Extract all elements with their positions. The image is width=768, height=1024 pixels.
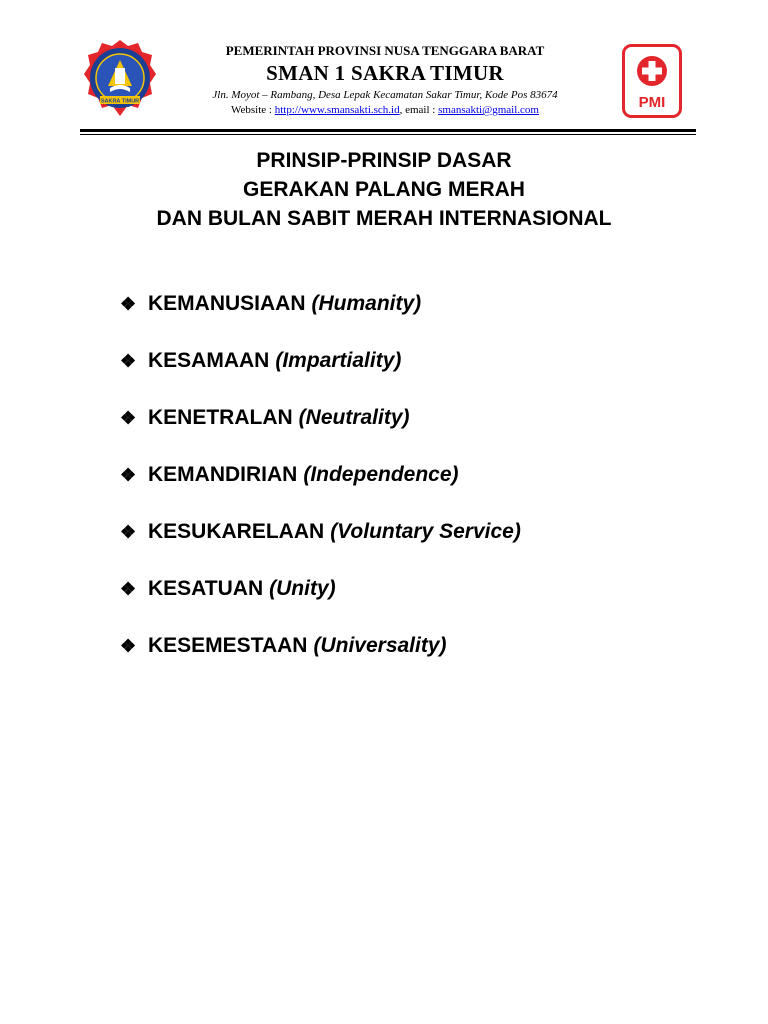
- principle-name: KESATUAN: [148, 577, 264, 600]
- principle-humanity: [120, 287, 521, 344]
- government-name: PEMERINTAH PROVINSI NUSA TENGGARA BARAT: [225, 43, 545, 58]
- email-label: , email :: [399, 104, 436, 116]
- principle-english: (Independence): [303, 463, 459, 486]
- website-label: Website :: [231, 104, 272, 116]
- principle-name: KESUKARELAAN: [148, 520, 325, 543]
- principle-impartiality: [120, 344, 521, 401]
- diamond-bullet-icon: ❖: [120, 465, 137, 485]
- diamond-bullet-icon: ❖: [120, 408, 137, 428]
- principle-universality: [120, 629, 521, 686]
- diamond-bullet-icon: ❖: [120, 636, 137, 656]
- website-link[interactable]: http://www.smansakti.sch.id: [274, 104, 400, 116]
- principle-name: KESEMESTAAN: [148, 634, 308, 657]
- diamond-bullet-icon: ❖: [120, 294, 137, 314]
- school-address: Jln. Moyot – Rambang, Desa Lepak Kecamatan Sakar Timur, Kode Pos 83674: [212, 89, 558, 101]
- principle-english: (Neutrality): [298, 406, 410, 429]
- contact-line: [170, 103, 600, 118]
- header-rule-thick: [80, 129, 696, 132]
- principle-english: (Voluntary Service): [330, 520, 521, 543]
- principle-unity: [120, 572, 521, 629]
- diamond-bullet-icon: ❖: [120, 351, 137, 371]
- school-name: SMAN 1 SAKRA TIMUR: [266, 61, 504, 85]
- title-line-1: PRINSIP-PRINSIP DASAR: [256, 149, 512, 172]
- principle-english: (Universality): [313, 634, 447, 657]
- title-line-2: GERAKAN PALANG MERAH: [243, 178, 525, 201]
- pmi-logo-icon: [622, 44, 682, 118]
- email-link[interactable]: smansakti@gmail.com: [438, 104, 539, 116]
- principle-voluntary-service: [120, 515, 521, 572]
- principle-neutrality: [120, 401, 521, 458]
- letterhead: [0, 0, 768, 140]
- school-logo-text: SAKRA TIMUR: [100, 98, 140, 105]
- title-line-3: DAN BULAN SABIT MERAH INTERNASIONAL: [156, 207, 612, 230]
- principles-list: [120, 287, 521, 686]
- principle-english: (Unity): [269, 577, 336, 600]
- document-title: [0, 146, 768, 233]
- principle-name: KENETRALAN: [148, 406, 293, 429]
- principle-english: (Impartiality): [275, 349, 402, 372]
- principle-name: KESAMAAN: [148, 349, 270, 372]
- pmi-logo-text: PMI: [638, 94, 666, 111]
- diamond-bullet-icon: ❖: [120, 579, 137, 599]
- letterhead-text: [170, 42, 600, 118]
- diamond-bullet-icon: ❖: [120, 522, 137, 542]
- principle-name: KEMANDIRIAN: [148, 463, 298, 486]
- principle-name: KEMANUSIAAN: [148, 292, 306, 315]
- principle-independence: [120, 458, 521, 515]
- principle-english: (Humanity): [311, 292, 422, 315]
- header-rule-thin: [80, 134, 696, 135]
- school-logo-icon: [84, 38, 156, 124]
